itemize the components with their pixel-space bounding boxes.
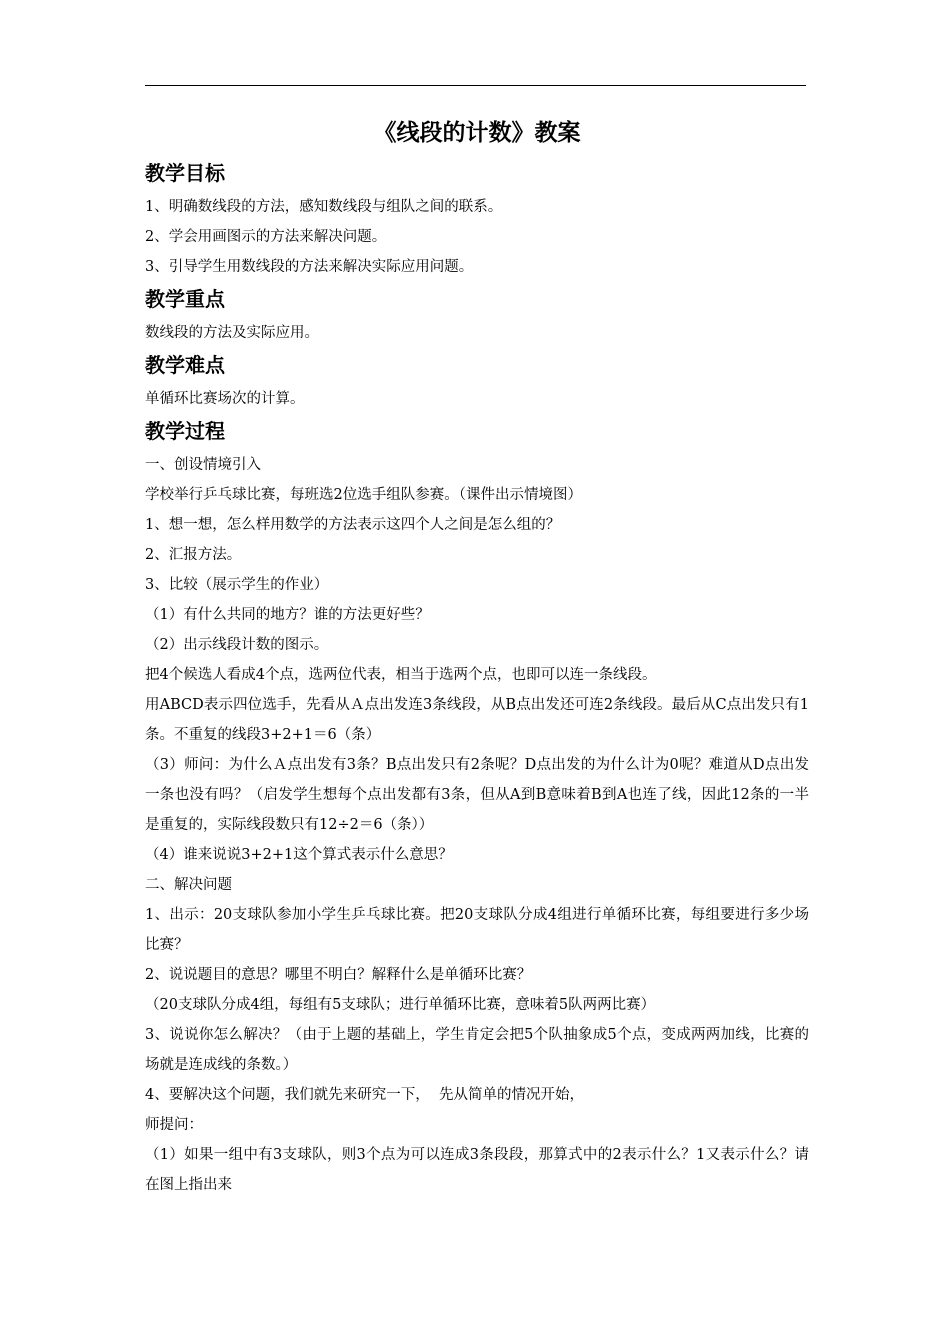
- paragraph: 4、要解决这个问题，我们就先来研究一下， 先从简单的情况开始，: [145, 1087, 584, 1103]
- paragraph: （1）有什么共同的地方？谁的方法更好些？: [145, 607, 430, 623]
- paragraph: 1、出示：20支球队参加小学生乒乓球比赛。把20支球队分成4组进行单循环比赛，每组要进行多少场比赛？: [145, 907, 809, 953]
- paragraph: （3）师问：为什么Ａ点出发有3条？B点出发只有2条呢？D点出发的为什么计为0呢？难道从D点出发一条也没有吗？（启发学生想每个点出发都有3条，但从A到B意味着B到A也连了线，因此12条的一半是重复的，实际线段数只有12÷2＝6（条））: [145, 757, 809, 833]
- paragraph: 2、汇报方法。: [145, 547, 242, 563]
- section-heading: 教学目标: [145, 161, 225, 185]
- section-process: [145, 418, 809, 1200]
- paragraph: 二、解决问题: [145, 877, 232, 893]
- paragraph: 1、想一想，怎么样用数学的方法表示这四个人之间是怎么组的？: [145, 517, 561, 533]
- paragraph: 3、引导学生用数线段的方法来解决实际应用问题。: [145, 259, 474, 275]
- document-page: [145, 118, 809, 1204]
- paragraph: 单循环比赛场次的计算。: [145, 391, 305, 407]
- paragraph: 3、说说你怎么解决？（由于上题的基础上，学生肯定会把5个队抽象成5个点，变成两两加线，比赛的场就是连成线的条数。）: [145, 1027, 809, 1073]
- section-key-points: [145, 286, 809, 348]
- paragraph: （1）如果一组中有3支球队，则3个点为可以连成3条段段，那算式中的2表示什么？1又表示什么？请在图上指出来: [145, 1147, 809, 1193]
- section-heading: 教学过程: [145, 419, 225, 443]
- paragraph: 把4个候选人看成4个点，选两位代表，相当于选两个点，也即可以连一条线段。: [145, 667, 657, 683]
- paragraph: （20支球队分成4组，每组有5支球队；进行单循环比赛，意味着5队两两比赛）: [145, 997, 656, 1013]
- paragraph: 2、学会用画图示的方法来解决问题。: [145, 229, 387, 245]
- document-title: 《线段的计数》教案: [373, 120, 581, 146]
- paragraph: 2、说说题目的意思？哪里不明白？解释什么是单循环比赛？: [145, 967, 532, 983]
- paragraph: 1、明确数线段的方法，感知数线段与组队之间的联系。: [145, 199, 503, 215]
- header-rule: [145, 85, 806, 86]
- paragraph: （4）谁来说说3+2+1这个算式表示什么意思？: [145, 847, 453, 863]
- section-heading: 教学重点: [145, 287, 225, 311]
- paragraph: 数线段的方法及实际应用。: [145, 325, 319, 341]
- paragraph: 一、创设情境引入: [145, 457, 261, 473]
- section-difficulties: [145, 352, 809, 414]
- section-objectives: [145, 160, 809, 282]
- section-heading: 教学难点: [145, 353, 225, 377]
- paragraph: 师提问：: [145, 1117, 203, 1133]
- paragraph: 学校举行乒乓球比赛，每班选2位选手组队参赛。（课件出示情境图）: [145, 487, 582, 503]
- paragraph: （2）出示线段计数的图示。: [145, 637, 329, 653]
- paragraph: 3、比较（展示学生的作业）: [145, 577, 329, 593]
- paragraph: 用ABCD表示四位选手，先看从Ａ点出发连3条线段，从B点出发还可连2条线段。最后从C点出发只有1条。不重复的线段3+2+1＝6（条）: [145, 697, 809, 743]
